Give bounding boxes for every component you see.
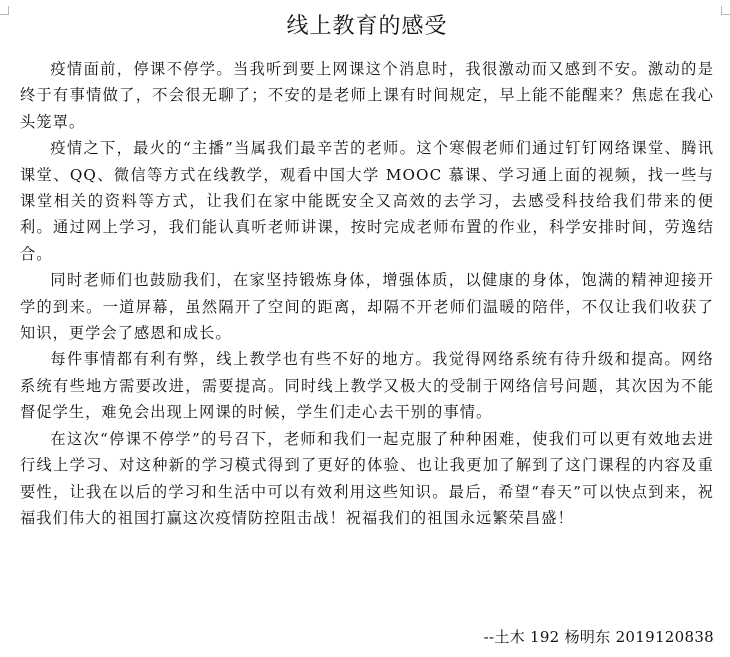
paragraph-2: 疫情之下，最火的“主播”当属我们最辛苦的老师。这个寒假老师们通过钉钉网络课堂、腾讯课堂、QQ、微信等方式在线教学，观看中国大学 MOOC 慕课、学习通上面的视频，找一些与课堂相关的资料等方式，让我们在家中能既安全又高效的去学习，去感受科技给我们带来的便利。通过网上学习，我们能认真听老师讲课，按时完成老师布置的作业，科学安排时间，劳逸结合。 xyxy=(20,139,714,263)
paragraph-5: 在这次“停课不停学”的号召下，老师和我们一起克服了种种困难，使我们可以更有效地去进行线上学习、对这种新的学习模式得到了更好的体验、也让我更加了解到了这门课程的内容及重要性，让我在以后的学习和生活中可以有效利用这些知识。最后，希望“春天”可以快点到来，祝福我们伟大的祖国打赢这次疫情防控阻击战！祝福我们的祖国永远繁荣昌盛！ xyxy=(20,429,714,527)
document-page xyxy=(20,10,714,531)
page-corner-mark-right xyxy=(721,6,730,15)
paragraph-1: 疫情面前，停课不停学。当我听到要上网课这个消息时，我很激动而又感到不安。激动的是终于有事情做了，不会很无聊了；不安的是老师上课有时间规定，早上能不能醒来？焦虑在我心头笼罩。 xyxy=(20,60,714,131)
paragraph-4: 每件事情都有利有弊，线上教学也有些不好的地方。我觉得网络系统有待升级和提高。网络系统有些地方需要改进，需要提高。同时线上教学又极大的受制于网络信号问题，其次因为不能督促学生，难免会出现上网课的时候，学生们走心去干别的事情。 xyxy=(20,350,714,422)
document-body xyxy=(20,56,714,531)
author-signature: --土木 192 杨明东 2019120838 xyxy=(483,628,714,646)
page-corner-mark-left xyxy=(0,6,9,15)
paragraph-3: 同时老师们也鼓励我们，在家坚持锻炼身体，增强体质，以健康的身体，饱满的精神迎接开学的到来。一道屏幕，虽然隔开了空间的距离，却隔不开老师们温暖的陪伴，不仅让我们收获了知识，更学会了感恩和成长。 xyxy=(20,271,714,343)
document-title: 线上教育的感受 xyxy=(286,14,448,39)
